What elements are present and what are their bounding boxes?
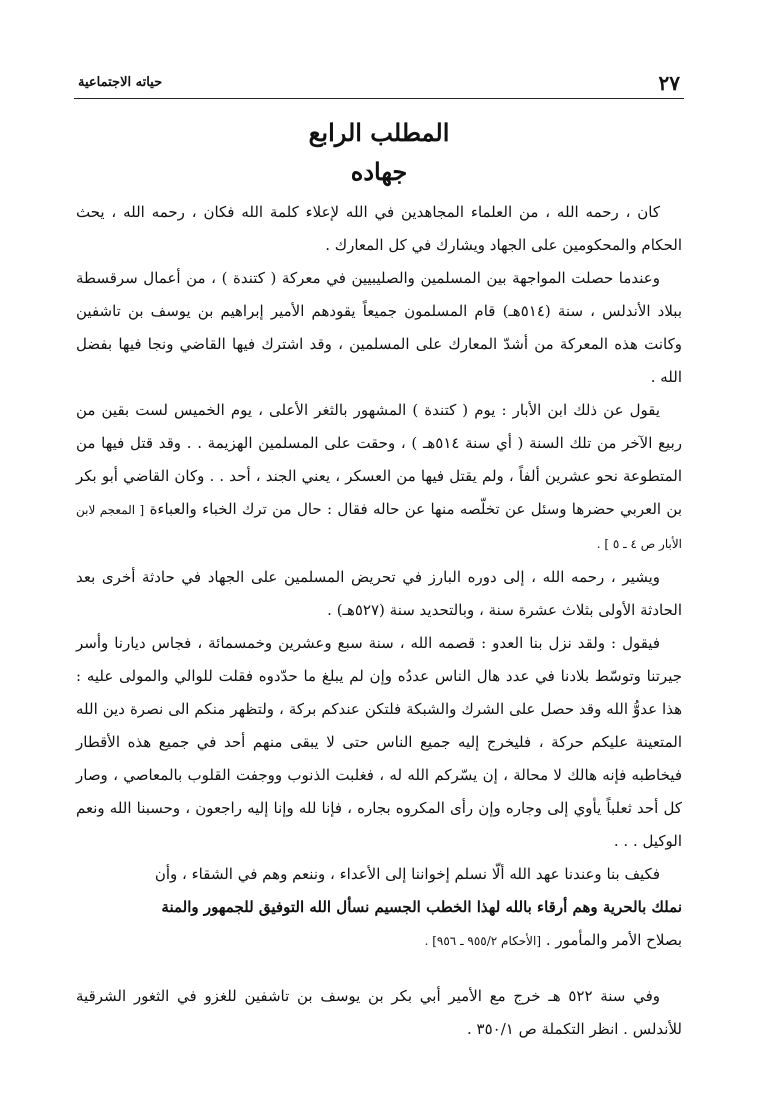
paragraph-3 [76,394,682,561]
paragraph-6: فكيف بنا وعندنا عهد الله ألّا نسلم إخواننا إلى الأعداء ، وننعم وهم في الشقاء ، وأن [154,865,660,883]
paragraph-9: وفي سنة ٥٢٢ هـ خرج مع الأمير أبي بكر بن يوسف بن تاشفين للغزو في الثغور الشرقية للأندلس . انظر التكملة ص ٣٥٠/١ . [76,987,682,1038]
paragraph-3-text: يقول عن ذلك ابن الأبار : يوم ( كتندة ) المشهور بالثغر الأعلى ، يوم الخميس لست بقين من ربيع الآخر من تلك السنة ( أي سنة ٥١٤هـ ) ، وحقت على المسلمين الهزيمة . . وقد قتل فيها من المتطوعة نحو عشرين ألفاً ، ولم يقتل فيها من العسكر ، يعني الجند ، أحد . . وكان القاضي أبو بكر بن العربي حضرها وسئل عن تخلّصه منها عن حاله فقال : حال من ترك الخباء والعباءة [76,401,683,518]
section-subtitle: جهاده [350,157,408,186]
paragraph-gap [76,958,682,980]
page-number: ٢٧ [658,71,680,95]
paragraph-7: نملك بالحرية وهم أرقاء بالله لهذا الخطب الجسيم نسأل الله التوفيق للجمهور والمنة [161,898,682,916]
paragraph-8-text: بصلاح الأمر والمأمور . [545,931,682,949]
running-header [74,72,684,99]
paragraph-2: وعندما حصلت المواجهة بين المسلمين والصليبيين في معركة ( كتندة ) ، من أعمال سرقسطة ببلاد الأندلس ، سنة (٥١٤هـ) قام المسلمون جميعاً يقودهم الأمير إبراهيم بن يوسف بن تاشفين وكانت هذه المعركة من أشدّ المعارك على المسلمين ، وقد اشترك فيها القاضي ونجا فيها بفضل الله . [76,269,682,386]
paragraph-1: كان ، رحمه الله ، من العلماء المجاهدين في الله لإعلاء كلمة الله فكان ، رحمه الله ، يحث الحكام والمحكومين على الجهاد ويشارك في كل المعارك . [76,203,682,254]
paragraph-8 [76,924,682,958]
citation-ahkam: [الأحكام ٩٥٥/٢ ـ ٩٥٦] . [424,934,542,948]
paragraph-4: ويشير ، رحمه الله ، إلى دوره البارز في تحريض المسلمين على الجهاد في حادثة أخرى بعد الحادثة الأولى بثلاث عشرة سنة ، وبالتحديد سنة (٥٢٧هـ) . [76,568,682,619]
running-title: حياته الاجتماعية [78,75,163,90]
citation-mujam: [ المعجم لابن الأبار ص ٤ ـ ٥ ] . [76,503,682,551]
section-title: المطلب الرابع [308,118,450,147]
paragraph-5: فيقول : ولقد نزل بنا العدو : قصمه الله ، سنة سبع وعشرين وخمسمائة ، فجاس ديارنا وأسر جيرتنا وتوسّط بلادنا في عدد هال الناس عددُه وإن لم يبلغ ما حدّدوه فقلت للوالي والمولى عليه : هذا عدوُّ الله وقد حصل على الشرك والشبكة فلتكن عندكم بركة ، ولتظهر منكم الى نصرة دين الله المتعينة عليكم حركة ، فليخرج إليه جميع الناس حتى لا يبقى منهم أحد في جميع هذه الأقطار فيخاطبه فإنه هالك لا محالة ، إن يسّركم الله له ، فغلبت الذنوب ووجفت القلوب بالمعاصي ، وصار كل أحد ثعلباً يأوي إلى وجاره وإن رأى المكروه بجاره ، فإنا لله وإنا إليه راجعون ، وحسبنا الله ونعم الوكيل . . . [76,634,682,850]
section-headings [74,116,684,190]
body-text [76,196,682,1046]
